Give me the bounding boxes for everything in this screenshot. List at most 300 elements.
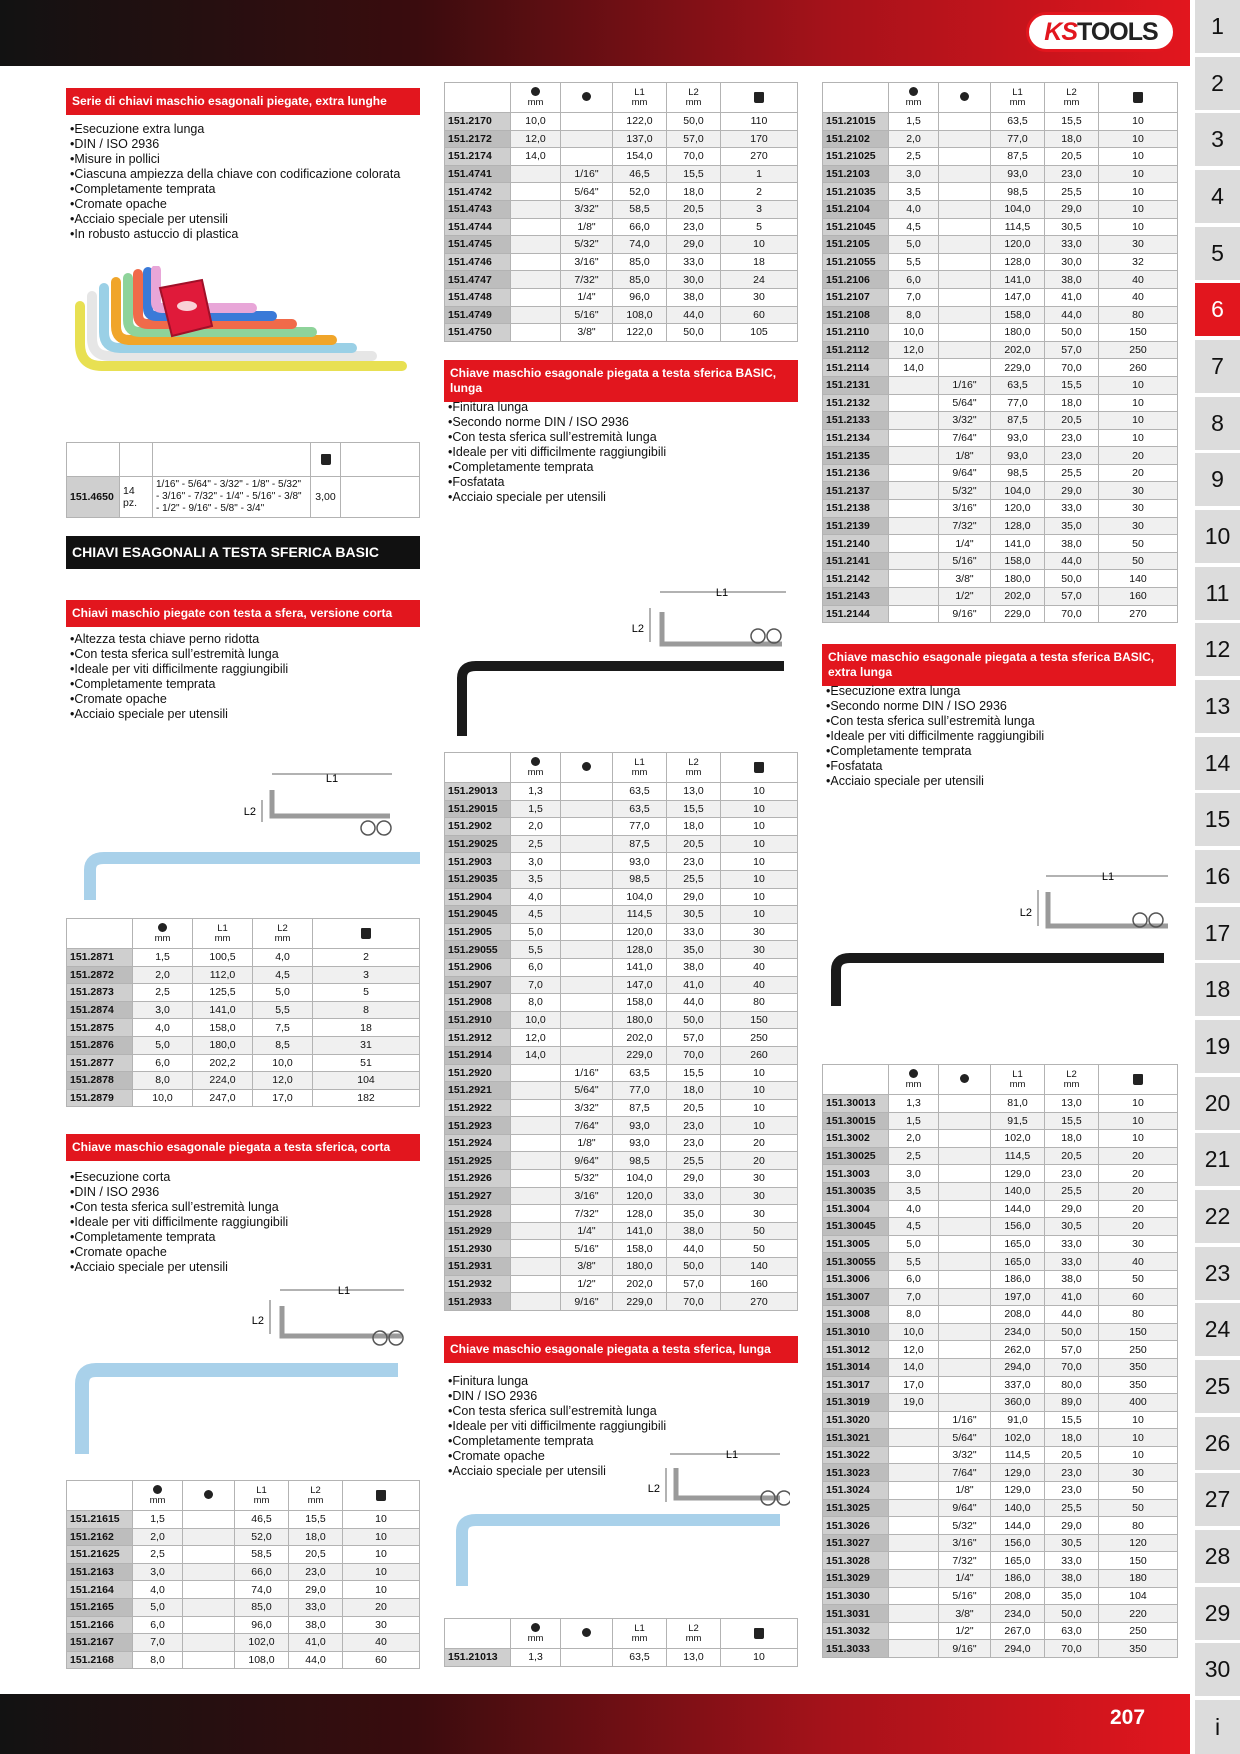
table-cell: [511, 1064, 561, 1082]
table-row: [445, 958, 798, 976]
product-code: 151.2908: [445, 994, 511, 1012]
table-cell: 70,0: [1045, 1358, 1099, 1376]
table-cell: [511, 165, 561, 183]
table-cell: 141,0: [991, 535, 1045, 553]
table-cell: 108,0: [235, 1651, 289, 1669]
product-code: 151.2920: [445, 1064, 511, 1082]
svg-text:L1: L1: [325, 773, 339, 785]
table-cell: 120,0: [991, 500, 1045, 518]
product-code: 151.2906: [445, 958, 511, 976]
product-code: 151.2108: [823, 306, 889, 324]
table-cell: 104,0: [613, 1170, 667, 1188]
product-code: 151.3025: [823, 1499, 889, 1517]
title-151-2871: Chiavi maschio piegate con testa a sfera, versione corta: [66, 600, 420, 627]
chapter-tab-26[interactable]: 26: [1195, 1417, 1240, 1470]
table-cell: 58,5: [235, 1546, 289, 1564]
bullet-item: • Secondo norme DIN / ISO 2936: [448, 415, 798, 430]
product-code: 151.2872: [67, 966, 133, 984]
table-cell: 8,0: [133, 1072, 193, 1090]
col-mm: mm: [307, 1494, 324, 1506]
table-cell: [889, 1429, 939, 1447]
table-cell: 5/16": [561, 306, 613, 324]
table-cell: 180,0: [613, 1011, 667, 1029]
chapter-tab-i[interactable]: i: [1195, 1700, 1240, 1754]
chapter-tab-18[interactable]: 18: [1195, 963, 1240, 1016]
table-cell: 20: [1099, 464, 1178, 482]
table-cell: 10: [1099, 1411, 1178, 1429]
product-code: 151.2922: [445, 1099, 511, 1117]
table-row: [823, 359, 1178, 377]
table-cell: 3/32": [939, 412, 991, 430]
chapter-tab-15[interactable]: 15: [1195, 793, 1240, 846]
table-cell: 1/4": [561, 1222, 613, 1240]
table-row: [823, 341, 1178, 359]
product-code: 151.2165: [67, 1598, 133, 1616]
table-cell: 202,2: [193, 1054, 253, 1072]
table-cell: 44,0: [667, 1240, 721, 1258]
table-row: [823, 1429, 1178, 1447]
table-cell: 180,0: [613, 1258, 667, 1276]
bullet-item: • Acciaio speciale per utensili: [70, 1260, 420, 1275]
table-row: [445, 1099, 798, 1117]
table-cell: 10: [1099, 218, 1178, 236]
col-mm: mm: [1009, 1078, 1026, 1090]
product-code: 151.21625: [67, 1546, 133, 1564]
product-code: 151.30013: [823, 1095, 889, 1113]
table-cell: [511, 1082, 561, 1100]
svg-text:L1: L1: [725, 1449, 739, 1461]
bullet-item: • Cromate opache: [70, 197, 420, 212]
table-row: [67, 949, 420, 967]
table-cell: [511, 1205, 561, 1223]
product-code: 151.3005: [823, 1235, 889, 1253]
table-cell: 6,0: [889, 271, 939, 289]
chapter-tab-10[interactable]: 10: [1195, 510, 1240, 563]
table-cell: 7/32": [939, 517, 991, 535]
table-cell: 2,0: [133, 966, 193, 984]
product-code: 151.2172: [445, 130, 511, 148]
table-cell: 2,5: [511, 835, 561, 853]
col-mm: mm: [685, 96, 702, 108]
table-cell: 165,0: [991, 1235, 1045, 1253]
table-row: [823, 165, 1178, 183]
table-cell: [889, 1622, 939, 1640]
table-cell: 25,5: [1045, 1499, 1099, 1517]
product-code: 151.2114: [823, 359, 889, 377]
table-cell: 93,0: [613, 853, 667, 871]
col-mm: mm: [631, 1632, 648, 1644]
product-code: 151.2876: [67, 1036, 133, 1054]
table-cell: 15,5: [1045, 1411, 1099, 1429]
table-cell: 10: [721, 835, 798, 853]
table-cell: 87,5: [613, 835, 667, 853]
table-row: [445, 324, 798, 342]
product-code: 151.2106: [823, 271, 889, 289]
table-cell: [561, 1649, 613, 1667]
table-cell: 108,0: [613, 306, 667, 324]
product-code: 151.3014: [823, 1358, 889, 1376]
table-cell: 10: [1099, 1130, 1178, 1148]
chapter-tab-2[interactable]: 2: [1195, 57, 1240, 110]
table-cell: 20,5: [1045, 148, 1099, 166]
chapter-tab-20[interactable]: 20: [1195, 1077, 1240, 1130]
table-cell: [561, 130, 613, 148]
table-cell: 10: [1099, 1429, 1178, 1447]
col-l2: L2: [688, 86, 699, 98]
table-cell: 29,0: [1045, 482, 1099, 500]
bullet-item: • Cromate opache: [448, 1449, 798, 1464]
table-cell: [939, 1358, 991, 1376]
chapter-tab-1[interactable]: 1: [1195, 0, 1240, 53]
table-row: [823, 570, 1178, 588]
col-l2: L2: [688, 756, 699, 768]
table-cell: [889, 535, 939, 553]
product-code: 151.2903: [445, 853, 511, 871]
table-cell: 8: [313, 1001, 420, 1019]
table-row: [445, 1117, 798, 1135]
table-cell: 5/32": [939, 1517, 991, 1535]
table-cell: [939, 1182, 991, 1200]
table-cell: 2,5: [889, 1147, 939, 1165]
table-cell: 38,0: [667, 958, 721, 976]
table-cell: [889, 429, 939, 447]
table-cell: 5,0: [253, 984, 313, 1002]
table-cell: 140,0: [991, 1182, 1045, 1200]
table-cell: 12,0: [511, 1029, 561, 1047]
table-cell: 5/64": [561, 183, 613, 201]
table-cell: 102,0: [991, 1130, 1045, 1148]
chapter-tab-23[interactable]: 23: [1195, 1247, 1240, 1300]
bullets-151-4650: [70, 122, 420, 242]
table-cell: 23,0: [667, 218, 721, 236]
table-cell: 122,0: [613, 113, 667, 131]
table-row: [445, 1293, 798, 1311]
table-cell: 70,0: [667, 1293, 721, 1311]
table-row: [823, 1640, 1178, 1658]
hex-size-icon: [531, 87, 540, 96]
table-cell: [889, 394, 939, 412]
table-cell: 96,0: [613, 288, 667, 306]
table-row: [445, 306, 798, 324]
chapter-tab-17[interactable]: 17: [1195, 907, 1240, 960]
table-cell: 12,0: [511, 130, 561, 148]
table-cell: 18,0: [667, 818, 721, 836]
table-cell: 20: [343, 1598, 420, 1616]
table-cell: 31: [313, 1036, 420, 1054]
table-cell: 77,0: [613, 1082, 667, 1100]
table-cell: 104: [1099, 1587, 1178, 1605]
bullet-item: • Esecuzione extra lunga: [70, 122, 420, 137]
bullet-item: • Finitura lunga: [448, 400, 798, 415]
table-cell: 10,0: [889, 324, 939, 342]
table-cell: 270: [721, 148, 798, 166]
product-code: 151.2144: [823, 605, 889, 623]
table-cell: [183, 1651, 235, 1669]
table-row: [67, 1616, 420, 1634]
table-cell: 260: [1099, 359, 1178, 377]
product-code: 151.2871: [67, 949, 133, 967]
table-cell: 400: [1099, 1394, 1178, 1412]
table-row: [823, 1464, 1178, 1482]
page-number: 207: [1110, 1706, 1146, 1729]
col-mm: mm: [905, 96, 922, 108]
product-code: 151.2930: [445, 1240, 511, 1258]
chapter-tab-24[interactable]: 24: [1195, 1303, 1240, 1356]
table-cell: [183, 1634, 235, 1652]
table-151-4650: [66, 442, 420, 518]
table-row: [823, 1323, 1178, 1341]
table-cell: [889, 1552, 939, 1570]
chapter-tab-4[interactable]: 4: [1195, 170, 1240, 223]
table-cell: 93,0: [613, 1134, 667, 1152]
table-cell: 87,5: [613, 1099, 667, 1117]
table-cell: 10: [1099, 376, 1178, 394]
table-cell: 74,0: [613, 236, 667, 254]
table-cell: 104,0: [991, 482, 1045, 500]
col-mm: mm: [253, 1494, 270, 1506]
product-code: 151.21015: [823, 113, 889, 131]
col-mm: mm: [685, 1632, 702, 1644]
table-cell: 140,0: [991, 1499, 1045, 1517]
table-row: [445, 1029, 798, 1047]
product-code: 151.29025: [445, 835, 511, 853]
table-cell: 46,5: [613, 165, 667, 183]
table-row: [445, 183, 798, 201]
weight-icon: [361, 928, 371, 939]
table-cell: 63,5: [613, 800, 667, 818]
table-cell: 80: [721, 994, 798, 1012]
table-cell: 57,0: [667, 130, 721, 148]
table-cell: [511, 1152, 561, 1170]
table-cell: 140: [721, 1258, 798, 1276]
table-cell: 57,0: [667, 1275, 721, 1293]
col-mm: mm: [527, 766, 544, 778]
table-cell: 87,5: [991, 412, 1045, 430]
weight-icon: [754, 1628, 764, 1639]
table-cell: 4,0: [133, 1581, 183, 1599]
chapter-tab-28[interactable]: 28: [1195, 1530, 1240, 1583]
table-cell: 3,5: [889, 183, 939, 201]
table-cell: 128,0: [613, 1205, 667, 1223]
hex-key-set-image: [72, 266, 412, 436]
product-code: 151.21035: [823, 183, 889, 201]
chapter-tab-12[interactable]: 12: [1195, 623, 1240, 676]
table-cell: 38,0: [1045, 271, 1099, 289]
table-cell: 208,0: [991, 1306, 1045, 1324]
table-cell: 2,5: [889, 148, 939, 166]
table-cell: 20,5: [667, 200, 721, 218]
table-cell: 60: [721, 306, 798, 324]
product-code: 151.30025: [823, 1147, 889, 1165]
table-cell: 1,5: [511, 800, 561, 818]
chapter-tab-30[interactable]: 30: [1195, 1643, 1240, 1696]
table-cell: 96,0: [235, 1616, 289, 1634]
table-cell: 20: [721, 1152, 798, 1170]
chapter-tab-27[interactable]: 27: [1195, 1473, 1240, 1526]
table-row: [67, 1634, 420, 1652]
table-cell: [889, 412, 939, 430]
chapter-tab-22[interactable]: 22: [1195, 1190, 1240, 1243]
table-cell: 114,5: [991, 218, 1045, 236]
table-cell: 5,0: [889, 1235, 939, 1253]
table-cell: 35,0: [667, 1205, 721, 1223]
table-cell: [889, 1517, 939, 1535]
table-cell: 150: [1099, 324, 1178, 342]
chapter-tab-3[interactable]: 3: [1195, 113, 1240, 166]
table-cell: 38,0: [289, 1616, 343, 1634]
table-cell: 150: [1099, 1552, 1178, 1570]
table-cell: 10: [1099, 165, 1178, 183]
table-cell: 20: [721, 1134, 798, 1152]
table-cell: 10: [721, 853, 798, 871]
table-cell: 158,0: [613, 994, 667, 1012]
table-cell: [939, 341, 991, 359]
title-151-29013: Chiave maschio esagonale piegata a testa sferica BASIC, lunga: [444, 360, 798, 402]
table-cell: [511, 1170, 561, 1188]
product-code: 151.2136: [823, 464, 889, 482]
table-cell: 29,0: [289, 1581, 343, 1599]
table-row: [445, 783, 798, 801]
table-row: [823, 1306, 1178, 1324]
table-row: [823, 253, 1178, 271]
table-row: [823, 1270, 1178, 1288]
table-cell: 85,0: [613, 271, 667, 289]
table-cell: 10: [343, 1528, 420, 1546]
table-cell: 5,0: [511, 923, 561, 941]
table-cell: 57,0: [1045, 1341, 1099, 1359]
chapter-tab-13[interactable]: 13: [1195, 680, 1240, 733]
table-cell: [939, 359, 991, 377]
chapter-tab-14[interactable]: 14: [1195, 737, 1240, 790]
table-cell: [939, 1112, 991, 1130]
product-code: 151.2929: [445, 1222, 511, 1240]
table-cell: 10: [721, 783, 798, 801]
table-cell: 93,0: [991, 447, 1045, 465]
table-row: [67, 1019, 420, 1037]
table-row: [823, 236, 1178, 254]
table-cell: [183, 1581, 235, 1599]
table-row: [67, 1651, 420, 1669]
bullet-item: • Cromate opache: [70, 1245, 420, 1260]
col-l1: L1: [634, 756, 645, 768]
table-cell: 18,0: [667, 1082, 721, 1100]
table-cell: 3/16": [561, 253, 613, 271]
table-cell: 8,0: [511, 994, 561, 1012]
chapter-tab-21[interactable]: 21: [1195, 1133, 1240, 1186]
product-code: 151.2107: [823, 288, 889, 306]
table-cell: 14,0: [889, 1358, 939, 1376]
table-cell: 35,0: [667, 941, 721, 959]
table-row: [823, 1358, 1178, 1376]
table-cell: [939, 1147, 991, 1165]
table-row: [445, 835, 798, 853]
product-code: 151.3024: [823, 1482, 889, 1500]
table-row: [823, 1095, 1178, 1113]
product-code: 151.3006: [823, 1270, 889, 1288]
chapter-tab-9[interactable]: 9: [1195, 453, 1240, 506]
svg-text:L2: L2: [631, 623, 644, 635]
bullet-item: • In robusto astuccio di plastica: [70, 227, 420, 242]
table-cell: [939, 1095, 991, 1113]
bullets-151-2162: [70, 1170, 420, 1275]
table-cell: 40: [343, 1634, 420, 1652]
bullet-item: • Completamente temprata: [70, 182, 420, 197]
chapter-tab-16[interactable]: 16: [1195, 850, 1240, 903]
table-row: [823, 1288, 1178, 1306]
table-cell: [939, 148, 991, 166]
table-cell: [889, 1570, 939, 1588]
table-row: [823, 1394, 1178, 1412]
table-cell: [183, 1528, 235, 1546]
table-cell: 260: [721, 1046, 798, 1064]
table-cell: [183, 1511, 235, 1529]
chapter-tab-11[interactable]: 11: [1195, 567, 1240, 620]
table-cell: 197,0: [991, 1288, 1045, 1306]
bullet-item: • Completamente temprata: [70, 1230, 420, 1245]
table-cell: 50: [1099, 1270, 1178, 1288]
table-row: [823, 271, 1178, 289]
table-cell: 2: [721, 183, 798, 201]
hex-size-icon: [531, 757, 540, 766]
table-row: [445, 800, 798, 818]
table-cell: 5,0: [133, 1036, 193, 1054]
table-cell: 5/64": [939, 394, 991, 412]
table-cell: 4,5: [889, 218, 939, 236]
table-row: [445, 1046, 798, 1064]
table-cell: 50: [1099, 535, 1178, 553]
table-cell: 52,0: [235, 1528, 289, 1546]
table-cell: 23,0: [1045, 429, 1099, 447]
table-row: [445, 148, 798, 166]
table-cell: 10: [1099, 1112, 1178, 1130]
table-row: [823, 429, 1178, 447]
chapter-tab-29[interactable]: 29: [1195, 1587, 1240, 1640]
chapter-tab-7[interactable]: 7: [1195, 340, 1240, 393]
bullet-item: • Esecuzione corta: [70, 1170, 420, 1185]
table-cell: 20: [1099, 447, 1178, 465]
table-cell: 63,5: [991, 113, 1045, 131]
hex-size-icon: [531, 1623, 540, 1632]
table-cell: 3/16": [939, 500, 991, 518]
table-cell: 3/32": [561, 1099, 613, 1117]
product-code: 151.3028: [823, 1552, 889, 1570]
table-cell: 30,5: [1045, 1534, 1099, 1552]
product-code: 151.21025: [823, 148, 889, 166]
chapter-tab-25[interactable]: 25: [1195, 1360, 1240, 1413]
product-code: 151.3003: [823, 1165, 889, 1183]
table-cell: 25,5: [1045, 1182, 1099, 1200]
table-cell: 128,0: [991, 253, 1045, 271]
table-row: [67, 1072, 420, 1090]
inch-size-icon: [960, 1074, 969, 1083]
table-cell: [889, 517, 939, 535]
table-cell: 350: [1099, 1640, 1178, 1658]
product-code: 151.4744: [445, 218, 511, 236]
chapter-tab-5[interactable]: 5: [1195, 227, 1240, 280]
chapter-tab-8[interactable]: 8: [1195, 397, 1240, 450]
table-cell: 30: [721, 1170, 798, 1188]
product-code: 151.2174: [445, 148, 511, 166]
table-row: [445, 1082, 798, 1100]
chapter-tab-6[interactable]: 6: [1195, 283, 1240, 336]
table-151-2871: [66, 918, 420, 1107]
chapter-tab-19[interactable]: 19: [1195, 1020, 1240, 1073]
table-cell: 7/64": [939, 429, 991, 447]
table-cell: [939, 218, 991, 236]
table-cell: 129,0: [991, 1464, 1045, 1482]
table-cell: 250: [1099, 1622, 1178, 1640]
table-cell: 10: [1099, 394, 1178, 412]
